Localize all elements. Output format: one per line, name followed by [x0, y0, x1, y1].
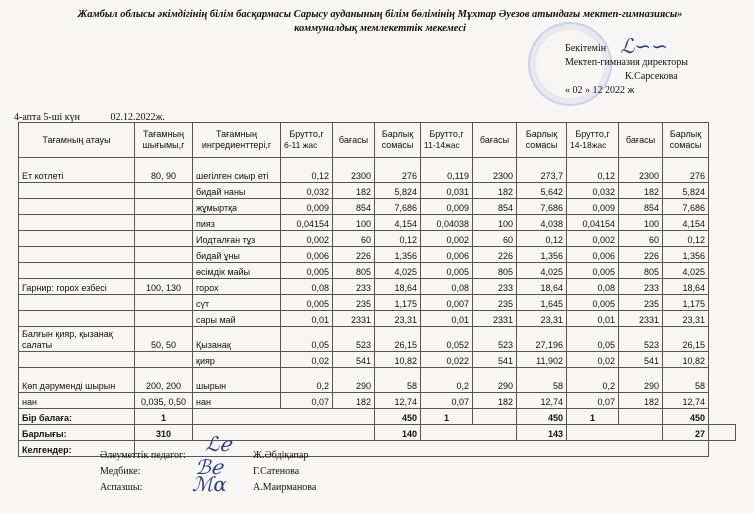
cook-signature: ℳα	[192, 472, 227, 496]
table-cell: 0,002	[567, 231, 619, 247]
table-cell: 0,12	[663, 231, 709, 247]
table-cell: 7,686	[517, 199, 567, 215]
approval-block	[565, 42, 688, 98]
summary-cell: Келгендер:	[19, 441, 135, 457]
table-cell: қияр	[193, 352, 281, 368]
table-cell: 0,2	[567, 368, 619, 393]
footer-role: Аспазшы:	[100, 482, 143, 493]
table-cell: 4,025	[375, 263, 421, 279]
summary-cell	[421, 425, 517, 441]
table-row	[19, 295, 736, 311]
nurse-signature: ℬℯ	[195, 455, 223, 479]
table-cell: 4,038	[517, 215, 567, 231]
table-cell: 0,08	[567, 279, 619, 295]
table-cell: нан	[193, 393, 281, 409]
table-cell: 854	[473, 199, 517, 215]
table-cell: 276	[375, 158, 421, 183]
table-cell: 0,2	[421, 368, 473, 393]
table-cell: 12,74	[517, 393, 567, 409]
table-cell: 182	[333, 393, 375, 409]
summary-cell: 1	[567, 409, 619, 425]
table-cell: 50, 50	[135, 327, 193, 352]
table-cell: 235	[333, 295, 375, 311]
footer-name: Г.Сатенова	[253, 466, 300, 477]
table-cell	[135, 215, 193, 231]
table-cell: 0,006	[281, 247, 333, 263]
table-cell: 0,01	[281, 311, 333, 327]
header-cell: Тағамның атауы	[19, 123, 135, 158]
table-cell: 0,005	[281, 295, 333, 311]
table-cell: 523	[333, 327, 375, 352]
table-cell: 0,002	[281, 231, 333, 247]
table-cell: 290	[473, 368, 517, 393]
table-cell: 26,15	[663, 327, 709, 352]
table-cell: 7,686	[663, 199, 709, 215]
menu-date: 02.12.2022ж.	[110, 112, 165, 123]
table-cell: горох	[193, 279, 281, 295]
header-cell: Барлық сомасы	[663, 123, 709, 158]
table-cell: пияз	[193, 215, 281, 231]
summary-cell: Бір балаға:	[19, 409, 135, 425]
table-row	[19, 158, 736, 183]
table-cell: 2331	[333, 311, 375, 327]
table-cell: 0,08	[281, 279, 333, 295]
table-cell: өсімдік майы	[193, 263, 281, 279]
table-cell: 23,31	[517, 311, 567, 327]
table-cell: нан	[19, 393, 135, 409]
table-cell: 0,009	[281, 199, 333, 215]
header-cell: бағасы	[333, 123, 375, 158]
table-cell: 2300	[619, 158, 663, 183]
summary-cell	[473, 409, 517, 425]
table-cell: 854	[333, 199, 375, 215]
header-label: Брутто,г	[575, 129, 610, 139]
document-header	[20, 8, 740, 36]
table-cell: 0,007	[421, 295, 473, 311]
approval-date: « 02 » 12 2022 ж	[565, 85, 635, 96]
table-cell: 12,74	[375, 393, 421, 409]
summary-cell: 310	[135, 425, 193, 441]
table-cell: 233	[333, 279, 375, 295]
table-cell: 0,005	[567, 295, 619, 311]
table-cell	[135, 352, 193, 368]
approval-title: Бекітемін	[565, 43, 607, 54]
table-cell: 5,824	[663, 183, 709, 199]
table-cell: 0,006	[567, 247, 619, 263]
table-cell: 0,02	[281, 352, 333, 368]
table-cell: 0,009	[567, 199, 619, 215]
table-row	[19, 247, 736, 263]
table-cell: бидай ұны	[193, 247, 281, 263]
table-cell: 233	[473, 279, 517, 295]
table-cell: 5,824	[375, 183, 421, 199]
summary-cell: 450	[375, 409, 421, 425]
summary-cell	[193, 409, 375, 425]
week-day: 4-апта 5-ші күн	[14, 112, 80, 123]
table-cell: 0,031	[421, 183, 473, 199]
table-cell: Балғын қияр, қызанақ салаты	[19, 327, 135, 352]
table-cell	[19, 295, 135, 311]
table-cell: 100	[619, 215, 663, 231]
table-cell: 226	[473, 247, 517, 263]
table-cell: 273,7	[517, 158, 567, 183]
director-signature: ℒ∽∽	[620, 34, 668, 58]
table-row	[19, 279, 736, 295]
age-group-2: 11-14жас	[424, 140, 460, 150]
table-cell: 0,022	[421, 352, 473, 368]
table-cell: 233	[619, 279, 663, 295]
table-cell: 0,005	[281, 263, 333, 279]
table-cell: 1,356	[517, 247, 567, 263]
table-cell: 0,02	[567, 352, 619, 368]
table-cell: 0,005	[567, 263, 619, 279]
table-cell: 276	[663, 158, 709, 183]
table-cell	[135, 183, 193, 199]
table-cell: 58	[375, 368, 421, 393]
table-row	[19, 327, 736, 352]
header-cell	[281, 123, 333, 158]
header-cell: Барлық сомасы	[517, 123, 567, 158]
table-cell: 0,04038	[421, 215, 473, 231]
menu-table	[18, 122, 736, 457]
table-cell: 4,154	[375, 215, 421, 231]
summary-cell	[619, 409, 663, 425]
approval-position: Мектеп-гимназия директоры	[565, 57, 688, 68]
footer-role: Медбике:	[100, 466, 141, 477]
header-line-2: коммуналдық мемлекеттік мекемесі	[294, 23, 466, 34]
table-cell: 60	[333, 231, 375, 247]
table-cell: 10,82	[663, 352, 709, 368]
table-cell: 2300	[333, 158, 375, 183]
table-header-row	[19, 123, 736, 158]
table-cell: 226	[333, 247, 375, 263]
table-cell: 0,035, 0,50	[135, 393, 193, 409]
table-cell: 290	[619, 368, 663, 393]
table-cell: Қызанақ	[193, 327, 281, 352]
summary-cell	[709, 425, 736, 441]
table-cell: 290	[333, 368, 375, 393]
table-cell: Иодталған тұз	[193, 231, 281, 247]
table-cell: 10,82	[375, 352, 421, 368]
table-cell: 182	[619, 183, 663, 199]
summary-cell: 450	[663, 409, 709, 425]
table-cell: Гарнир: горох езбесі	[19, 279, 135, 295]
table-cell: 0,006	[421, 247, 473, 263]
table-cell: 0,119	[421, 158, 473, 183]
table-cell: 60	[473, 231, 517, 247]
table-cell: 235	[619, 295, 663, 311]
table-cell: Ет котлеті	[19, 158, 135, 183]
summary-row	[19, 425, 736, 441]
table-cell: 1,175	[663, 295, 709, 311]
table-cell: шырын	[193, 368, 281, 393]
table-row	[19, 263, 736, 279]
table-cell: 4,025	[517, 263, 567, 279]
table-cell	[19, 231, 135, 247]
header-label: Брутто,г	[289, 129, 324, 139]
table-cell: 5,642	[517, 183, 567, 199]
table-cell: 0,12	[281, 158, 333, 183]
header-cell: Тағамның ингредиенттері,г	[193, 123, 281, 158]
table-cell: 18,64	[663, 279, 709, 295]
table-cell: 4,154	[663, 215, 709, 231]
table-cell: 0,032	[281, 183, 333, 199]
table-cell: 541	[619, 352, 663, 368]
table-cell: 12,74	[663, 393, 709, 409]
table-cell: 0,032	[567, 183, 619, 199]
table-row	[19, 231, 736, 247]
table-cell: 0,12	[517, 231, 567, 247]
table-cell: 80, 90	[135, 158, 193, 183]
table-cell	[135, 295, 193, 311]
table-cell	[19, 263, 135, 279]
summary-cell: 140	[375, 425, 421, 441]
table-cell: 0,07	[567, 393, 619, 409]
approval-name: К.Сарсекова	[625, 71, 678, 82]
header-line-1: Жамбыл облысы әкімдігінің білім басқармасы Сарысу ауданының білім бөлімінің Мұхтар Әуезов атындағы мектеп-гимназиясы»	[77, 9, 683, 20]
age-group-3: 14-18жас	[570, 140, 607, 150]
footer-name: А.Маирманова	[253, 482, 317, 493]
table-cell: 541	[333, 352, 375, 368]
table-cell: 0,12	[375, 231, 421, 247]
summary-cell	[567, 425, 663, 441]
table-cell: 0,01	[421, 311, 473, 327]
table-cell: жұмыртқа	[193, 199, 281, 215]
table-cell: 26,15	[375, 327, 421, 352]
table-cell: 2300	[473, 158, 517, 183]
table-cell: 0,07	[281, 393, 333, 409]
table-cell: 27,196	[517, 327, 567, 352]
header-cell: Барлық сомасы	[375, 123, 421, 158]
table-cell	[135, 199, 193, 215]
header-cell	[567, 123, 619, 158]
table-row	[19, 199, 736, 215]
footer-role: Әлеуметтік педагог:	[100, 450, 186, 461]
table-row	[19, 352, 736, 368]
table-cell: 100	[333, 215, 375, 231]
table-cell: 805	[619, 263, 663, 279]
table-cell: 182	[619, 393, 663, 409]
table-cell: 0,009	[421, 199, 473, 215]
table-cell: 805	[473, 263, 517, 279]
table-cell: 4,025	[663, 263, 709, 279]
table-cell: 100, 130	[135, 279, 193, 295]
table-cell	[135, 263, 193, 279]
table-cell: сары май	[193, 311, 281, 327]
table-cell	[135, 311, 193, 327]
table-cell: 1,356	[375, 247, 421, 263]
table-cell	[135, 231, 193, 247]
table-cell: 182	[333, 183, 375, 199]
table-cell: бидай наны	[193, 183, 281, 199]
table-cell: 200, 200	[135, 368, 193, 393]
table-cell: 18,64	[375, 279, 421, 295]
table-cell: 58	[517, 368, 567, 393]
summary-cell: 450	[517, 409, 567, 425]
summary-cell: 27	[663, 425, 709, 441]
summary-row	[19, 409, 736, 425]
table-cell: 0,002	[421, 231, 473, 247]
table-row	[19, 183, 736, 199]
table-cell: 854	[619, 199, 663, 215]
table-cell	[19, 199, 135, 215]
table-cell: 523	[619, 327, 663, 352]
age-group-1: 6-11 жас	[284, 140, 318, 150]
table-cell: 523	[473, 327, 517, 352]
table-cell: 1,645	[517, 295, 567, 311]
table-cell: 0,08	[421, 279, 473, 295]
table-cell	[19, 183, 135, 199]
table-cell: 0,05	[567, 327, 619, 352]
table-cell: 60	[619, 231, 663, 247]
table-row	[19, 215, 736, 231]
table-cell: 2331	[473, 311, 517, 327]
table-cell	[19, 352, 135, 368]
table-row	[19, 311, 736, 327]
table-cell: 0,2	[281, 368, 333, 393]
table-cell: 18,64	[517, 279, 567, 295]
table-cell: 0,05	[281, 327, 333, 352]
summary-cell: 143	[517, 425, 567, 441]
table-cell: 0,12	[567, 158, 619, 183]
table-cell: 0,07	[421, 393, 473, 409]
table-cell	[19, 311, 135, 327]
table-cell: 0,005	[421, 263, 473, 279]
table-cell: 2331	[619, 311, 663, 327]
table-cell	[135, 247, 193, 263]
header-cell: бағасы	[473, 123, 517, 158]
table-row	[19, 393, 736, 409]
table-row	[19, 368, 736, 393]
footer-name: Ж.Әбдіқапар	[253, 450, 309, 461]
table-cell: сүт	[193, 295, 281, 311]
table-cell: 182	[473, 393, 517, 409]
table-cell: 182	[473, 183, 517, 199]
table-cell: 100	[473, 215, 517, 231]
table-cell	[19, 215, 135, 231]
table-cell: 0,052	[421, 327, 473, 352]
table-cell: 58	[663, 368, 709, 393]
table-cell: 7,686	[375, 199, 421, 215]
table-cell: 11,902	[517, 352, 567, 368]
pedagogue-signature: ℒℯ	[205, 432, 232, 456]
header-label: Брутто,г	[429, 129, 464, 139]
summary-cell: 1	[421, 409, 473, 425]
header-cell: Тағамның шығымы,г	[135, 123, 193, 158]
table-cell: 0,04154	[567, 215, 619, 231]
table-cell: Көп дәрумендi шырын	[19, 368, 135, 393]
table-cell	[19, 247, 135, 263]
summary-cell: 1	[135, 409, 193, 425]
table-cell: 226	[619, 247, 663, 263]
table-cell: 805	[333, 263, 375, 279]
table-cell: 235	[473, 295, 517, 311]
table-cell: 23,31	[663, 311, 709, 327]
header-cell	[421, 123, 473, 158]
table-cell: 1,175	[375, 295, 421, 311]
table-cell: 1,356	[663, 247, 709, 263]
table-cell: 0,04154	[281, 215, 333, 231]
table-cell: 541	[473, 352, 517, 368]
table-cell: шегілген сиыр еті	[193, 158, 281, 183]
header-cell: бағасы	[619, 123, 663, 158]
table-cell: 23,31	[375, 311, 421, 327]
summary-cell: Барлығы:	[19, 425, 135, 441]
table-cell: 0,01	[567, 311, 619, 327]
